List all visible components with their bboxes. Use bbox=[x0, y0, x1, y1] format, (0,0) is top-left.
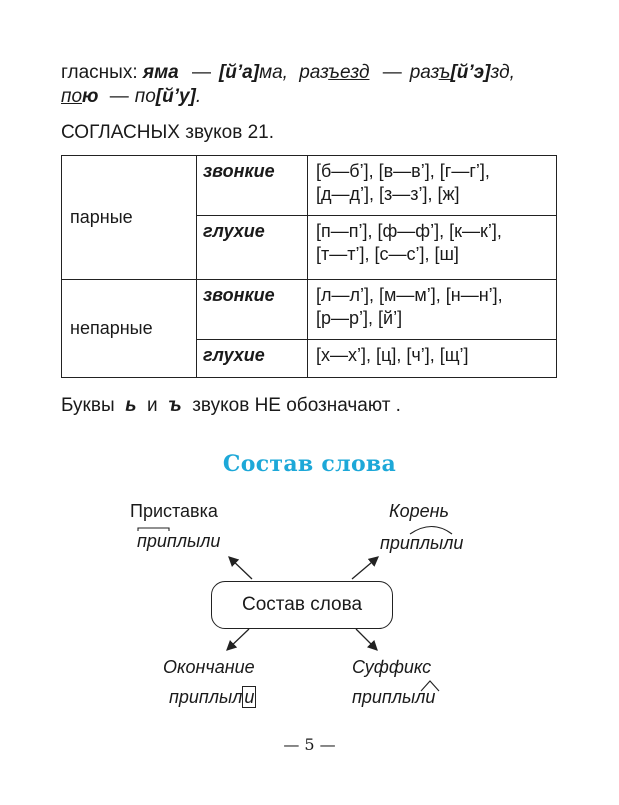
page-number: — 5 — bbox=[283, 735, 336, 754]
group-unpaired: непарные bbox=[62, 280, 197, 378]
unpaired-voiceless-values: [х—х’], [ц], [ч’], [щ’] bbox=[308, 340, 557, 378]
word-ma: ма, bbox=[259, 62, 288, 83]
group-paired: парные bbox=[62, 156, 197, 280]
ending-box: и bbox=[244, 687, 255, 707]
consonants-count: СОГЛАСНЫХ звуков 21. bbox=[61, 122, 275, 143]
paired-voiceless-values: [п—п’], [ф—ф’], [к—к’], [т—т’], [с—с’], [ш] bbox=[308, 216, 557, 280]
ending-word: приплыл и bbox=[169, 687, 255, 707]
soft-sign: ь bbox=[125, 395, 137, 416]
word-razezd: разъезд bbox=[299, 62, 370, 83]
unpaired-voiced-values: [л—л’], [м—м’], [н—н’], [р—р’], [й’] bbox=[308, 280, 557, 340]
prefix-label: Приставка bbox=[130, 501, 218, 521]
transcription-poyu: по[й’у]. bbox=[134, 86, 202, 107]
vowels-prefix: гласных: bbox=[61, 62, 138, 83]
dash: — bbox=[191, 62, 211, 83]
word-poyu: пою bbox=[61, 86, 99, 107]
kind-voiceless: глухие bbox=[197, 340, 308, 378]
kind-voiced: звонкие bbox=[197, 156, 308, 216]
hard-sign: ъ bbox=[168, 395, 182, 416]
transcription-ya: [й’а] bbox=[218, 62, 260, 83]
letters-note: Буквы ь и ъ звуков НЕ обозначают . bbox=[61, 395, 401, 416]
suffix-label: Суффикс bbox=[352, 657, 432, 677]
transcription-razezd: разъ[й’э]зд, bbox=[409, 62, 515, 83]
word-yama: яма bbox=[142, 62, 179, 83]
kind-voiced: звонкие bbox=[197, 280, 308, 340]
paired-voiced-values: [б—б’], [в—в’], [г—г’], [д—д’], [з—з’], [ж] bbox=[308, 156, 557, 216]
diagram-center: Состав слова bbox=[211, 581, 393, 629]
arrow-prefix bbox=[229, 557, 252, 579]
arrow-ending bbox=[227, 629, 249, 650]
dash: — bbox=[382, 62, 402, 83]
kind-voiceless: глухие bbox=[197, 216, 308, 280]
arrow-root bbox=[352, 557, 378, 579]
prefix-word: приплыли bbox=[137, 531, 221, 551]
section-title: Состав слова bbox=[222, 451, 397, 477]
root-word: приплыли bbox=[380, 533, 464, 553]
arrow-suffix bbox=[356, 629, 377, 650]
root-label: Корень bbox=[389, 501, 450, 521]
suffix-word: приплыли bbox=[352, 687, 436, 707]
ending-label: Окончание bbox=[163, 657, 255, 677]
dash: — bbox=[109, 86, 129, 107]
